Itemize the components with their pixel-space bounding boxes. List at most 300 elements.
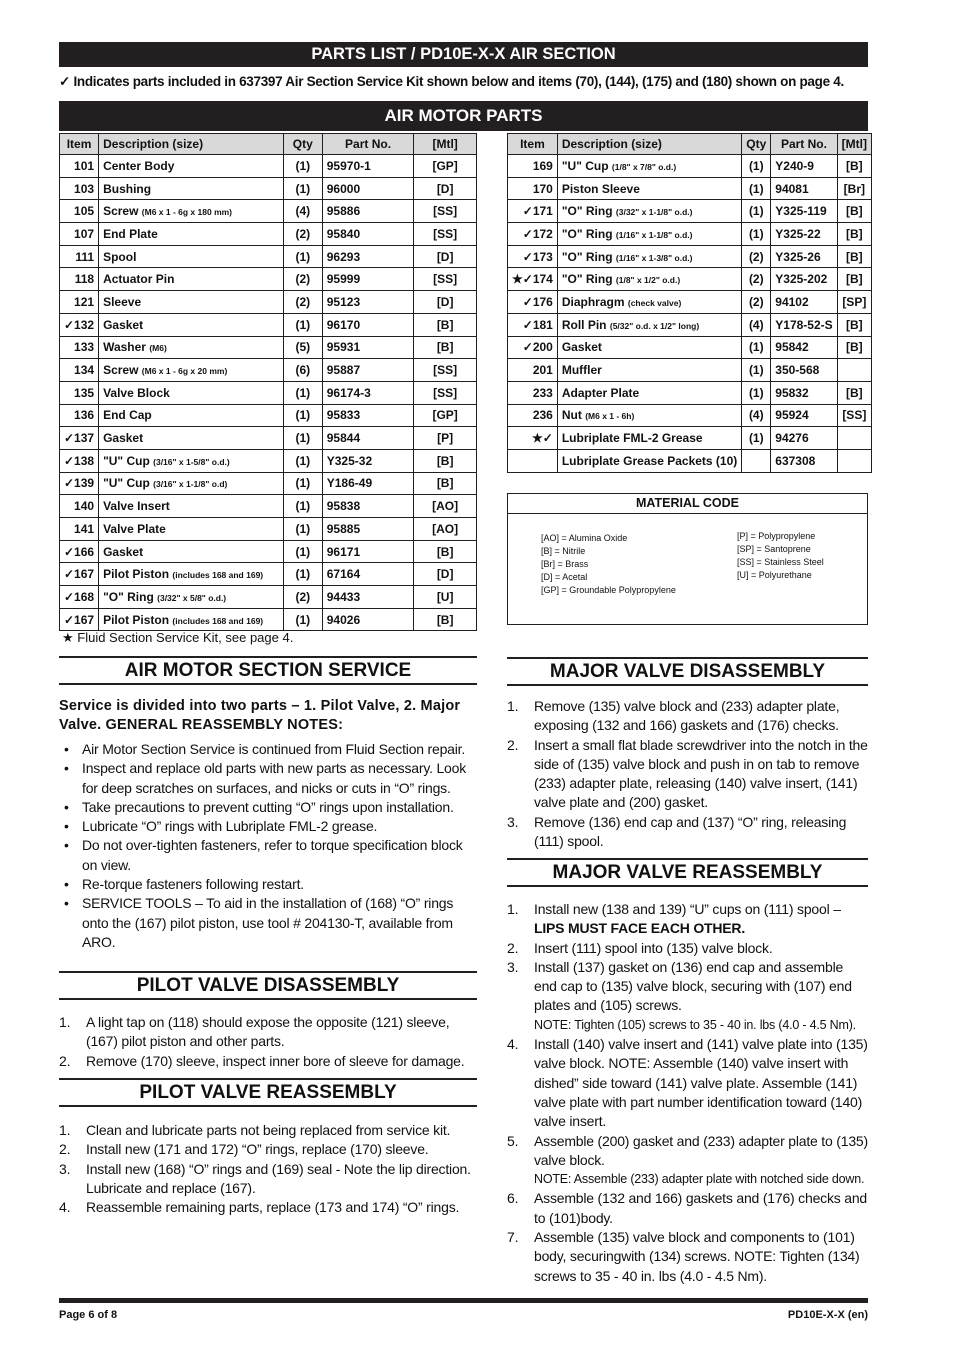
cell-qty: (1) xyxy=(283,155,322,178)
material-code-entry: [U] = Polyurethane xyxy=(737,570,812,580)
part-description: Gasket xyxy=(103,431,144,446)
cell-item: 105 xyxy=(60,200,99,223)
reassembly-notes-list xyxy=(59,740,479,952)
table-row xyxy=(60,200,477,223)
list-item: 2. Insert (111) spool into (135) valve block. xyxy=(507,939,773,956)
part-size: (1/8" x 1/2" o.d.) xyxy=(615,275,681,286)
part-description: Adapter Plate xyxy=(561,385,640,400)
cell-description xyxy=(557,313,741,336)
cell-part-no: 94102 xyxy=(771,291,837,314)
cell-mtl: [B] xyxy=(414,472,477,495)
cell-description xyxy=(99,563,284,586)
list-item: 5. Assemble (200) gasket and (233) adapter plate to (135) valve block. NOTE: Assemble (233) adapter plate with notched side down. xyxy=(507,1132,868,1190)
cell-part-no: 96174-3 xyxy=(322,381,414,404)
part-description: Pilot Piston xyxy=(103,612,170,627)
page-title: PARTS LIST / PD10E-X-X AIR SECTION xyxy=(59,42,868,67)
cell-item: ✓139 xyxy=(60,472,99,495)
cell-qty: (2) xyxy=(283,223,322,246)
cell-qty: (1) xyxy=(742,427,771,450)
cell-item: 233 xyxy=(508,381,558,404)
cell-part-no: 96170 xyxy=(322,313,414,336)
cell-item: 140 xyxy=(60,495,99,518)
part-description: Valve Plate xyxy=(103,521,166,536)
cell-qty: (1) xyxy=(283,495,322,518)
service-intro: Service is divided into two parts – 1. Pilot Valve, 2. Major Valve. GENERAL REASSEMBLY NOTES: xyxy=(59,698,461,733)
cell-mtl: [D] xyxy=(414,177,477,200)
torque-note: NOTE: Tighten (105) screws to 35 - 40 in. lbs (4.0 - 4.5 Nm). xyxy=(534,1017,856,1032)
cell-item: 135 xyxy=(60,381,99,404)
cell-description xyxy=(99,404,284,427)
cell-description xyxy=(557,155,741,178)
cell-item: ✓167 xyxy=(60,608,99,631)
table-row xyxy=(508,177,872,200)
cell-item: ✓200 xyxy=(508,336,558,359)
cell-description xyxy=(99,586,284,609)
part-description: "O" Ring xyxy=(561,249,613,264)
cell-mtl: [SP] xyxy=(837,291,871,314)
cell-item: 169 xyxy=(508,155,558,178)
cell-description xyxy=(99,495,284,518)
part-description: Screw xyxy=(103,204,139,219)
cell-qty: (1) xyxy=(283,518,322,541)
cell-mtl: [SS] xyxy=(414,268,477,291)
table-row xyxy=(508,200,872,223)
cell-item: ✓166 xyxy=(60,540,99,563)
cell-item: ✓172 xyxy=(508,223,558,246)
part-description: End Cap xyxy=(103,408,152,423)
table-row xyxy=(60,563,477,586)
table-header-row xyxy=(60,134,477,155)
part-description: Nut xyxy=(561,408,582,423)
table-row xyxy=(508,268,872,291)
cell-item xyxy=(508,449,558,472)
cell-qty: (1) xyxy=(742,155,771,178)
material-code-entry: [SS] = Stainless Steel xyxy=(737,557,824,567)
cell-qty: (5) xyxy=(283,336,322,359)
cell-description xyxy=(99,608,284,631)
table-header-row xyxy=(508,134,872,155)
cell-qty: (2) xyxy=(742,245,771,268)
col-item: Item xyxy=(508,134,558,155)
cell-part-no: 94081 xyxy=(771,177,837,200)
cell-description xyxy=(99,518,284,541)
cell-item: 136 xyxy=(60,404,99,427)
list-item: 1. Clean and lubricate parts not being replaced from service kit. xyxy=(59,1122,451,1138)
part-description: "O" Ring xyxy=(561,272,613,287)
part-size: (M6 x 1 - 6g x 20 mm) xyxy=(141,366,228,377)
cell-description xyxy=(99,381,284,404)
col-part-no: Part No. xyxy=(771,134,837,155)
cell-description xyxy=(99,449,284,472)
cell-item: 118 xyxy=(60,268,99,291)
cell-qty: (4) xyxy=(742,313,771,336)
list-item: 6. Assemble (132 and 166) gaskets and (176) checks and to (101)body. xyxy=(507,1190,868,1226)
part-size: (includes 168 and 169) xyxy=(172,615,264,626)
cell-mtl: [B] xyxy=(414,313,477,336)
cell-part-no: 95931 xyxy=(322,336,414,359)
cell-mtl: [SS] xyxy=(414,200,477,223)
cell-mtl: [D] xyxy=(414,563,477,586)
list-item: • Do not over-tighten fasteners, refer to torque specification block on view. xyxy=(59,836,479,875)
cell-item: 134 xyxy=(60,359,99,382)
cell-qty xyxy=(742,449,771,472)
material-code-entry: [Br] = Brass xyxy=(541,559,589,569)
footer-doc-id: PD10E-X-X (en) xyxy=(787,1309,868,1321)
part-description: Muffler xyxy=(561,363,602,378)
material-code-entry: [GP] = Groundable Polypropylene xyxy=(541,585,676,595)
cell-part-no: 96000 xyxy=(322,177,414,200)
cell-part-no: 95886 xyxy=(322,200,414,223)
lips-warning: LIPS MUST FACE EACH OTHER. xyxy=(534,920,746,937)
cell-mtl: [B] xyxy=(837,223,871,246)
table-row xyxy=(60,472,477,495)
cell-mtl xyxy=(837,359,871,382)
cell-description xyxy=(99,313,284,336)
part-description: Gasket xyxy=(103,317,144,332)
table-row xyxy=(508,336,872,359)
part-size: (3/32" x 5/8" o.d.) xyxy=(157,592,227,603)
cell-description xyxy=(557,291,741,314)
list-item: 1. Remove (135) valve block and (233) adapter plate, exposing (132 and 166) gaskets and (176) checks. xyxy=(507,698,840,734)
cell-part-no: 95970-1 xyxy=(322,155,414,178)
cell-mtl: [AO] xyxy=(414,495,477,518)
cell-qty: (1) xyxy=(283,313,322,336)
material-code-right xyxy=(737,530,824,582)
table-row xyxy=(508,359,872,382)
cell-mtl: [B] xyxy=(837,245,871,268)
cell-description xyxy=(557,336,741,359)
part-description: Bushing xyxy=(103,181,152,196)
cell-mtl: [B] xyxy=(837,200,871,223)
cell-part-no: Y325-119 xyxy=(771,200,837,223)
table-row xyxy=(508,404,872,427)
cell-description xyxy=(99,540,284,563)
cell-mtl: [D] xyxy=(414,291,477,314)
table-row xyxy=(60,540,477,563)
cell-part-no: Y325-32 xyxy=(322,449,414,472)
cell-mtl: [B] xyxy=(837,268,871,291)
table-row xyxy=(60,427,477,450)
pilot-reassembly-steps xyxy=(59,1121,479,1217)
pilot-disassembly-steps xyxy=(59,1013,479,1071)
list-item: 3. Install (137) gasket on (136) end cap and assemble end cap to (135) valve block, securing with (107) end plates and (105) screws. NOTE: Tighten (105) screws to 35 - 40 in. lbs (4.0 - 4.5 Nm). xyxy=(507,958,868,1035)
part-size: (M6 x 1 - 6h) xyxy=(585,411,635,422)
cell-description xyxy=(99,245,284,268)
part-size: (3/16" x 1-1/8" o.d) xyxy=(153,479,228,490)
table-row xyxy=(60,177,477,200)
cell-qty: (1) xyxy=(283,449,322,472)
col-part-no: Part No. xyxy=(322,134,414,155)
star-note: ★ Fluid Section Service Kit, see page 4. xyxy=(62,630,294,645)
part-description: "O" Ring xyxy=(561,204,613,219)
material-code-box xyxy=(507,493,868,625)
footer-rule xyxy=(59,1298,868,1303)
cell-qty: (1) xyxy=(283,472,322,495)
cell-qty: (1) xyxy=(283,563,322,586)
table-row xyxy=(60,313,477,336)
cell-description xyxy=(557,404,741,427)
cell-item: 141 xyxy=(60,518,99,541)
cell-description xyxy=(99,223,284,246)
cell-mtl: [D] xyxy=(414,245,477,268)
cell-mtl: [P] xyxy=(414,427,477,450)
cell-qty: (1) xyxy=(742,177,771,200)
cell-item: ✓132 xyxy=(60,313,99,336)
cell-mtl: [SS] xyxy=(414,359,477,382)
cell-part-no: Y325-22 xyxy=(771,223,837,246)
cell-item: ✓176 xyxy=(508,291,558,314)
list-item: 2. Install new (171 and 172) “O” rings, replace (170) sleeve. xyxy=(59,1141,429,1158)
cell-part-no: 95833 xyxy=(322,404,414,427)
kit-note: ✓ Indicates parts included in 637397 Air Section Service Kit shown below and items (70), (144), (175) and (180) shown on page 4. xyxy=(59,74,844,89)
cell-mtl: [B] xyxy=(837,381,871,404)
cell-description xyxy=(557,381,741,404)
list-item: 3. Remove (136) end cap and (137) “O” ring, releasing (111) spool. xyxy=(507,813,847,850)
cell-qty: (2) xyxy=(283,586,322,609)
cell-mtl: [SS] xyxy=(414,381,477,404)
table-row xyxy=(508,245,872,268)
material-code-left xyxy=(541,532,676,597)
cell-item: 170 xyxy=(508,177,558,200)
cell-qty: (2) xyxy=(283,268,322,291)
list-item: 1. Install new (138 and 139) “U” cups on (111) spool – LIPS MUST FACE EACH OTHER. xyxy=(507,901,841,937)
material-code-entry: [P] = Polypropylene xyxy=(737,531,816,541)
cell-description xyxy=(557,268,741,291)
part-size: (5/32" o.d. x 1/2" long) xyxy=(609,320,700,331)
table-row xyxy=(60,155,477,178)
cell-description xyxy=(557,359,741,382)
table-row xyxy=(60,381,477,404)
cell-part-no: 95999 xyxy=(322,268,414,291)
list-item: 4. Install (140) valve insert and (141) valve plate into (135) valve block. NOTE: Assemble (140) valve insert with dished” side toward (141) valve plate. Assemble (141) valve plate with part number identification toward (140) valve insert. xyxy=(507,1036,868,1130)
cell-description xyxy=(99,268,284,291)
cell-qty: (2) xyxy=(742,268,771,291)
list-item: • Lubricate “O” rings with Lubriplate FML-2 grease. xyxy=(59,817,479,836)
material-code-entry: [D] = Acetal xyxy=(541,572,588,582)
col-mtl: [Mtl] xyxy=(837,134,871,155)
cell-mtl xyxy=(837,449,871,472)
table-row xyxy=(60,495,477,518)
list-item: • Air Motor Section Service is continued from Fluid Section repair. xyxy=(59,740,479,759)
part-size: (1/16" x 1-1/8" o.d.) xyxy=(615,229,693,240)
cell-part-no: 96293 xyxy=(322,245,414,268)
cell-part-no: Y178-52-S xyxy=(771,313,837,336)
cell-part-no: 95832 xyxy=(771,381,837,404)
cell-mtl: [AO] xyxy=(414,518,477,541)
col-mtl: [Mtl] xyxy=(414,134,477,155)
part-description: Actuator Pin xyxy=(103,272,175,287)
cell-item: 133 xyxy=(60,336,99,359)
cell-item: ✓138 xyxy=(60,449,99,472)
list-item: • Re-torque fasteners following restart. xyxy=(59,875,479,894)
list-item: 1. A light tap on (118) should expose the opposite (121) sleeve, (167) pilot piston and other parts. xyxy=(59,1014,450,1050)
table-row xyxy=(60,359,477,382)
table-row xyxy=(508,291,872,314)
cell-part-no: 95885 xyxy=(322,518,414,541)
cell-part-no: 95840 xyxy=(322,223,414,246)
part-size: (3/32" x 1-1/8" o.d.) xyxy=(615,207,693,218)
cell-qty: (1) xyxy=(283,427,322,450)
table-row xyxy=(60,586,477,609)
table-row xyxy=(60,223,477,246)
part-description: "O" Ring xyxy=(103,589,154,604)
table-row xyxy=(508,313,872,336)
material-code-entry: [B] = Nitrile xyxy=(541,546,586,556)
cell-description xyxy=(557,223,741,246)
cell-part-no: 95123 xyxy=(322,291,414,314)
pilot-disassembly-title: PILOT VALVE DISASSEMBLY xyxy=(59,971,477,1000)
cell-mtl: [SS] xyxy=(414,223,477,246)
cell-item: 201 xyxy=(508,359,558,382)
part-size: (M6) xyxy=(149,343,167,354)
part-description: Diaphragm xyxy=(561,294,625,309)
col-description: Description (size) xyxy=(99,134,284,155)
cell-item: 107 xyxy=(60,223,99,246)
list-item: • SERVICE TOOLS – To aid in the installation of (168) “O” rings onto the (167) pilot piston, use tool # 204130-T, available from ARO. xyxy=(59,894,479,952)
pilot-reassembly-title: PILOT VALVE REASSEMBLY xyxy=(59,1078,477,1107)
table-row xyxy=(60,404,477,427)
cell-part-no: 94433 xyxy=(322,586,414,609)
part-description: Gasket xyxy=(103,544,144,559)
cell-part-no: 67164 xyxy=(322,563,414,586)
adapter-note: NOTE: Assemble (233) adapter plate with notched side down. xyxy=(534,1172,865,1187)
cell-qty: (1) xyxy=(283,540,322,563)
cell-mtl xyxy=(837,427,871,450)
service-title: AIR MOTOR SECTION SERVICE xyxy=(59,656,477,685)
list-item: 2. Remove (170) sleeve, inspect inner bore of sleeve for damage. xyxy=(59,1052,465,1069)
table-row xyxy=(60,245,477,268)
part-description: Valve Insert xyxy=(103,499,170,514)
cell-qty: (1) xyxy=(742,359,771,382)
cell-part-no: Y325-202 xyxy=(771,268,837,291)
cell-part-no: 94276 xyxy=(771,427,837,450)
air-motor-parts-title: AIR MOTOR PARTS xyxy=(59,101,868,131)
part-description: Gasket xyxy=(561,340,602,355)
cell-item: 111 xyxy=(60,245,99,268)
footer-page-number: Page 6 of 8 xyxy=(59,1309,118,1321)
cell-item: 121 xyxy=(60,291,99,314)
list-item: 3. Install new (168) “O” rings and (169) seal - Note the lip direction. Lubricate and replace (167). xyxy=(59,1160,471,1196)
cell-item: ✓181 xyxy=(508,313,558,336)
table-row xyxy=(60,449,477,472)
cell-part-no: 96171 xyxy=(322,540,414,563)
cell-mtl: [Br] xyxy=(837,177,871,200)
cell-part-no: 95887 xyxy=(322,359,414,382)
material-code-title: MATERIAL CODE xyxy=(508,494,867,514)
cell-mtl: [B] xyxy=(837,155,871,178)
part-description: Sleeve xyxy=(103,294,142,309)
col-qty: Qty xyxy=(283,134,322,155)
cell-part-no: 350-568 xyxy=(771,359,837,382)
table-row xyxy=(508,427,872,450)
table-row xyxy=(508,155,872,178)
part-size: (1/16" x 1-3/8" o.d.) xyxy=(615,252,693,263)
table-row xyxy=(60,268,477,291)
list-item: • Inspect and replace old parts with new parts as necessary. Look for deep scratches on surfaces, and nicks or cuts in “O” rings. xyxy=(59,759,479,798)
list-item: • Take precautions to prevent cutting “O” rings upon installation. xyxy=(59,798,479,817)
material-code-entry: [AO] = Alumina Oxide xyxy=(541,533,628,543)
part-description: "U" Cup xyxy=(103,453,150,468)
part-description: "O" Ring xyxy=(561,226,613,241)
table-row xyxy=(60,336,477,359)
part-description: Pilot Piston xyxy=(103,567,170,582)
list-item: 2. Insert a small flat blade screwdriver into the notch in the side of (135) valve block and push in on tab to remove (233) adapter plate, releasing (140) valve insert, (141) valve plate and (200) gasket. xyxy=(507,736,868,811)
part-description: Center Body xyxy=(103,158,175,173)
part-description: Lubriplate FML-2 Grease xyxy=(561,431,703,446)
cell-part-no: 95842 xyxy=(771,336,837,359)
cell-mtl: [GP] xyxy=(414,404,477,427)
cell-qty: (1) xyxy=(283,177,322,200)
cell-mtl: [SS] xyxy=(837,404,871,427)
part-description: "U" Cup xyxy=(103,476,150,491)
cell-description xyxy=(99,177,284,200)
major-reassembly-steps xyxy=(507,900,868,1286)
part-size: (M6 x 1 - 6g x 180 mm) xyxy=(141,207,233,218)
part-description: End Plate xyxy=(103,226,158,241)
cell-part-no: 95838 xyxy=(322,495,414,518)
cell-qty: (1) xyxy=(283,404,322,427)
cell-description xyxy=(99,155,284,178)
cell-item: ★✓174 xyxy=(508,268,558,291)
table-row xyxy=(508,449,872,472)
cell-item: ✓173 xyxy=(508,245,558,268)
cell-qty: (1) xyxy=(742,336,771,359)
cell-description xyxy=(99,291,284,314)
table-row xyxy=(508,381,872,404)
part-description: Valve Block xyxy=(103,385,170,400)
cell-part-no: 95844 xyxy=(322,427,414,450)
cell-item: ✓137 xyxy=(60,427,99,450)
cell-description xyxy=(99,200,284,223)
part-description: Piston Sleeve xyxy=(561,181,640,196)
cell-item: ✓171 xyxy=(508,200,558,223)
cell-qty: (1) xyxy=(742,223,771,246)
cell-mtl: [B] xyxy=(837,336,871,359)
part-size: (3/16" x 1-5/8" o.d.) xyxy=(153,456,230,467)
cell-description xyxy=(99,336,284,359)
cell-part-no: 95924 xyxy=(771,404,837,427)
right-parts-table xyxy=(507,133,872,473)
cell-item: ✓168 xyxy=(60,586,99,609)
cell-description xyxy=(99,359,284,382)
cell-part-no: 637308 xyxy=(771,449,837,472)
cell-part-no: Y186-49 xyxy=(322,472,414,495)
cell-qty: (1) xyxy=(742,381,771,404)
part-description: "U" Cup xyxy=(561,158,609,173)
cell-description xyxy=(557,449,741,472)
cell-item: 236 xyxy=(508,404,558,427)
part-description: Washer xyxy=(103,340,146,355)
major-reassembly-title: MAJOR VALVE REASSEMBLY xyxy=(507,858,868,887)
col-qty: Qty xyxy=(742,134,771,155)
cell-qty: (1) xyxy=(283,381,322,404)
table-row xyxy=(508,223,872,246)
major-disassembly-steps xyxy=(507,697,868,851)
cell-mtl: [B] xyxy=(414,540,477,563)
part-size: (includes 168 and 169) xyxy=(172,570,264,581)
table-row xyxy=(60,608,477,631)
col-item: Item xyxy=(60,134,99,155)
cell-qty: (2) xyxy=(283,291,322,314)
cell-description xyxy=(557,200,741,223)
table-row xyxy=(60,291,477,314)
cell-item: ✓167 xyxy=(60,563,99,586)
cell-item: 101 xyxy=(60,155,99,178)
major-disassembly-title: MAJOR VALVE DISASSEMBLY xyxy=(507,657,868,686)
list-item: 7. Assemble (135) valve block and components to (101) body, securingwith (134) screws. NOTE: Tighten (134) screws to 35 - 40 in. lbs (4.0 - 4.5 Nm). xyxy=(507,1229,860,1284)
cell-description xyxy=(557,245,741,268)
cell-qty: (4) xyxy=(742,404,771,427)
